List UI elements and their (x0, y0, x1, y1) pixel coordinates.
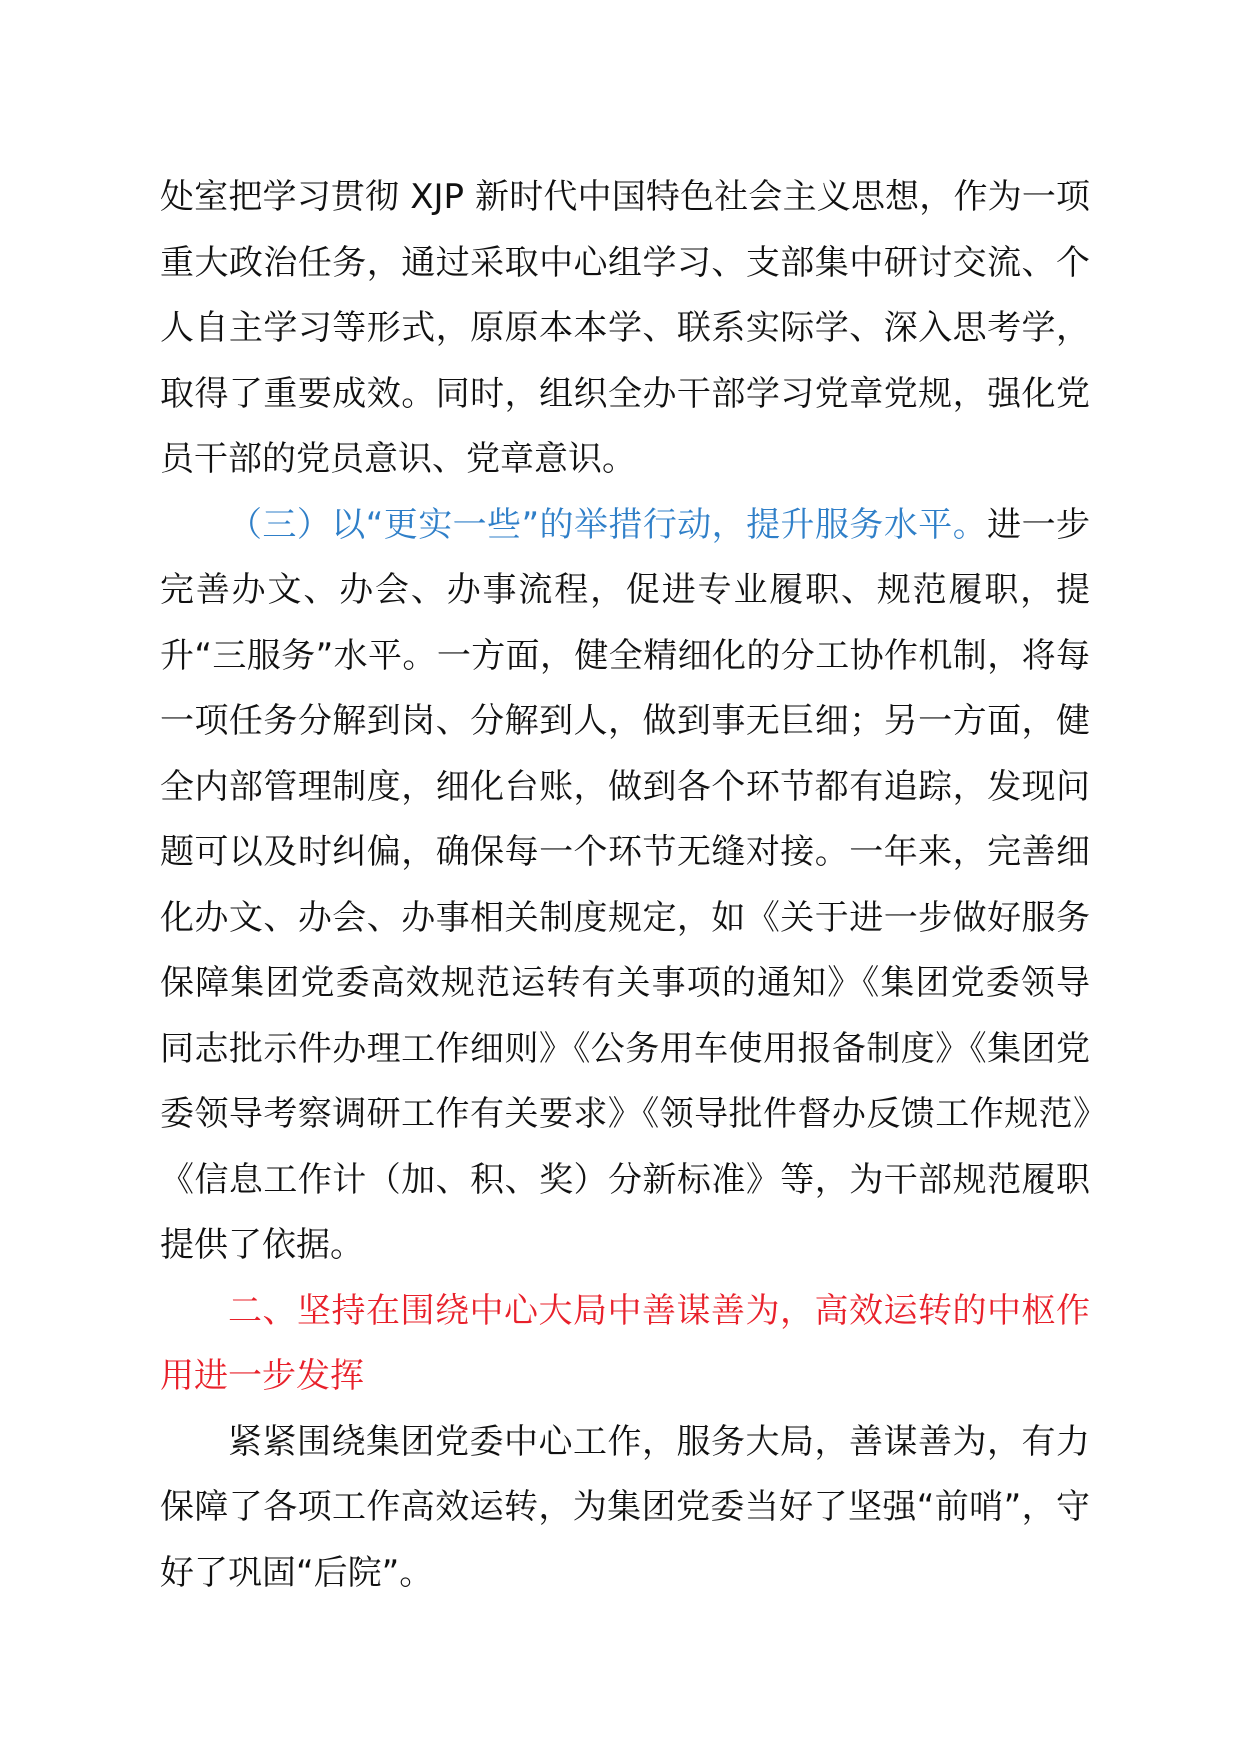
paragraph-study: 处室把学习贯彻 XJP 新时代中国特色社会主义思想，作为一项重大政治任务，通过采取中心组学习、支部集中研讨交流、个人自主学习等形式，原原本本学、联系实际学、深入思考学，取得了重要成效。同时，组织全办干部学习党章党规，强化党员干部的党员意识、党章意识。 (160, 177, 1090, 479)
subheading-three: （三）以“更实一些”的举措行动，提升服务水平。 (228, 504, 988, 545)
section-heading-two: 二、坚持在围绕中心大局中善谋善为，高效运转的中枢作用进一步发挥 (160, 1290, 1090, 1396)
document-page (160, 165, 1090, 1606)
paragraph-service-level (160, 493, 1090, 1279)
paragraph-center-work: 紧紧围绕集团党委中心工作，服务大局，善谋善为，有力保障了各项工作高效运转，为集团党委当好了坚强“前哨”，守好了巩固“后院”。 (160, 1421, 1090, 1593)
paragraph-service-body: 进一步完善办文、办会、办事流程，促进专业履职、规范履职，提升“三服务”水平。一方面，健全精细化的分工协作机制，将每一项任务分解到岗、分解到人，做到事无巨细；另一方面，健全内部管理制度，细化台账，做到各个环节都有追踪，发现问题可以及时纠偏，确保每一个环节无缝对接。一年来，完善细化办文、办会、办事相关制度规定，如《关于进一步做好服务保障集团党委高效规范运转有关事项的通知》《集团党委领导同志批示件办理工作细则》《公务用车使用报备制度》《集团党委领导考察调研工作有关要求》《领导批件督办反馈工作规范》《信息工作计（加、积、奖）分新标准》等，为干部规范履职提供了依据。 (160, 504, 1091, 1265)
